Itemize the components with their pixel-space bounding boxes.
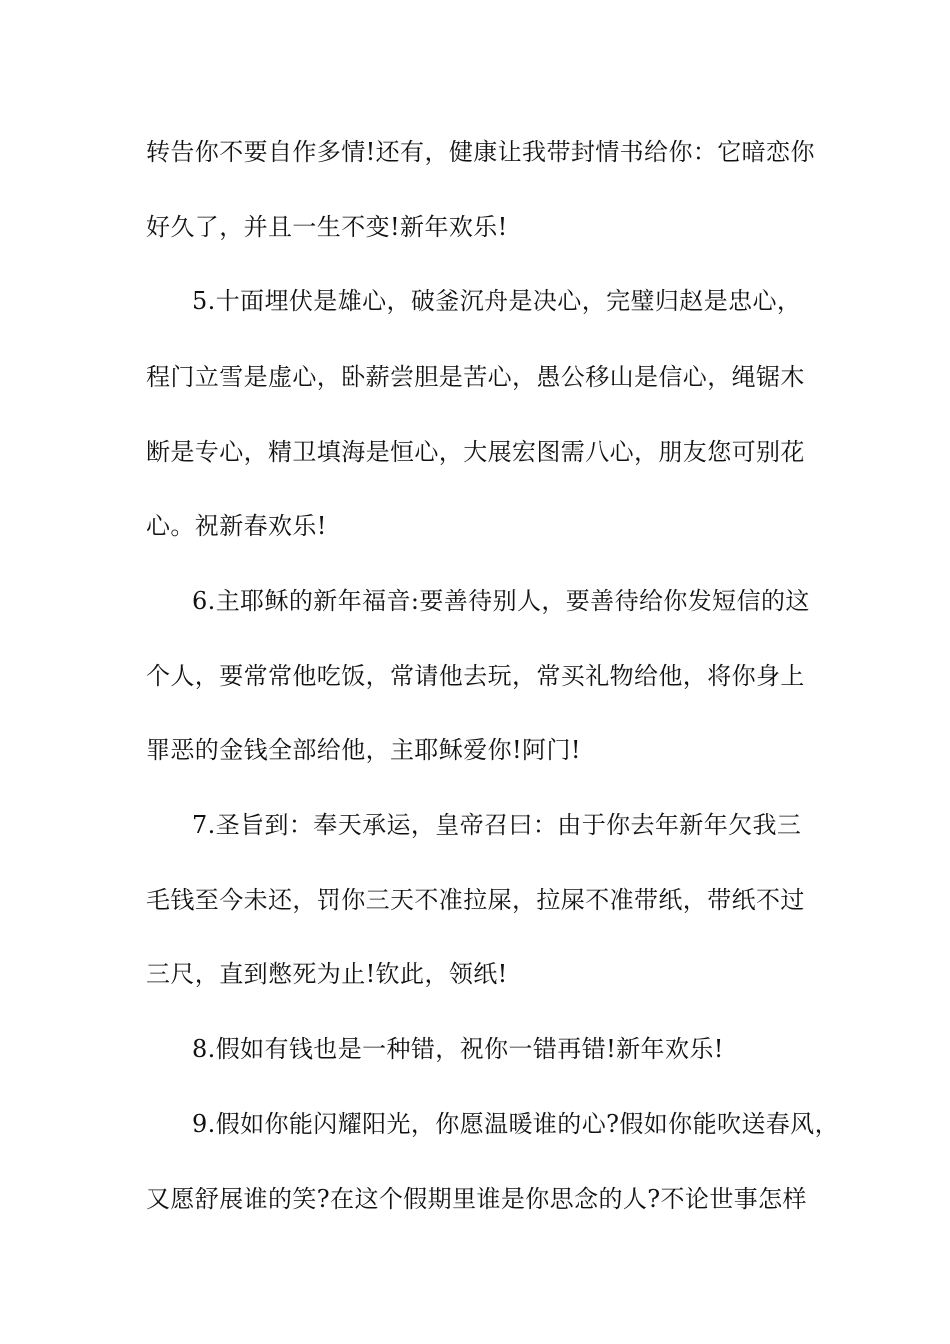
paragraph-5-line-3: 断是专心，精卫填海是恒心，大展宏图需八心，朋友您可别花 bbox=[146, 438, 805, 466]
paragraph-5-line-4: 心。祝新春欢乐! bbox=[146, 512, 327, 540]
paragraph-5-line-1: 5.十面埋伏是雄心，破釜沉舟是决心，完璧归赵是忠心， bbox=[192, 287, 802, 315]
paragraph-7-line-2: 毛钱至今未还，罚你三天不准拉屎，拉屎不准带纸，带纸不过 bbox=[146, 886, 805, 914]
paragraph-9-line-1: 9.假如你能闪耀阳光，你愿温暖谁的心?假如你能吹送春风， bbox=[192, 1110, 839, 1138]
paragraph-7-line-1: 7.圣旨到：奉天承运，皇帝召曰：由于你去年新年欠我三 bbox=[192, 811, 802, 839]
paragraph-9-line-2: 又愿舒展谁的笑?在这个假期里谁是你思念的人?不论世事怎样 bbox=[146, 1185, 807, 1213]
paragraph-5-line-2: 程门立雪是虚心，卧薪尝胆是苦心，愚公移山是信心，绳锯木 bbox=[146, 363, 805, 391]
paragraph-8-line-1: 8.假如有钱也是一种错，祝你一错再错!新年欢乐! bbox=[192, 1035, 724, 1063]
text-line-1: 转告你不要自作多情!还有，健康让我带封情书给你：它暗恋你 bbox=[146, 138, 815, 166]
paragraph-6-line-3: 罪恶的金钱全部给他，主耶稣爱你!阿门! bbox=[146, 736, 581, 764]
paragraph-6-line-2: 个人，要常常他吃饭，常请他去玩，常买礼物给他，将你身上 bbox=[146, 662, 805, 690]
text-line-2: 好久了，并且一生不变!新年欢乐! bbox=[146, 213, 508, 241]
paragraph-7-line-3: 三尺，直到憋死为止!钦此，领纸! bbox=[146, 960, 508, 988]
paragraph-6-line-1: 6.主耶稣的新年福音:要善待别人，要善待给你发短信的这 bbox=[192, 587, 810, 615]
